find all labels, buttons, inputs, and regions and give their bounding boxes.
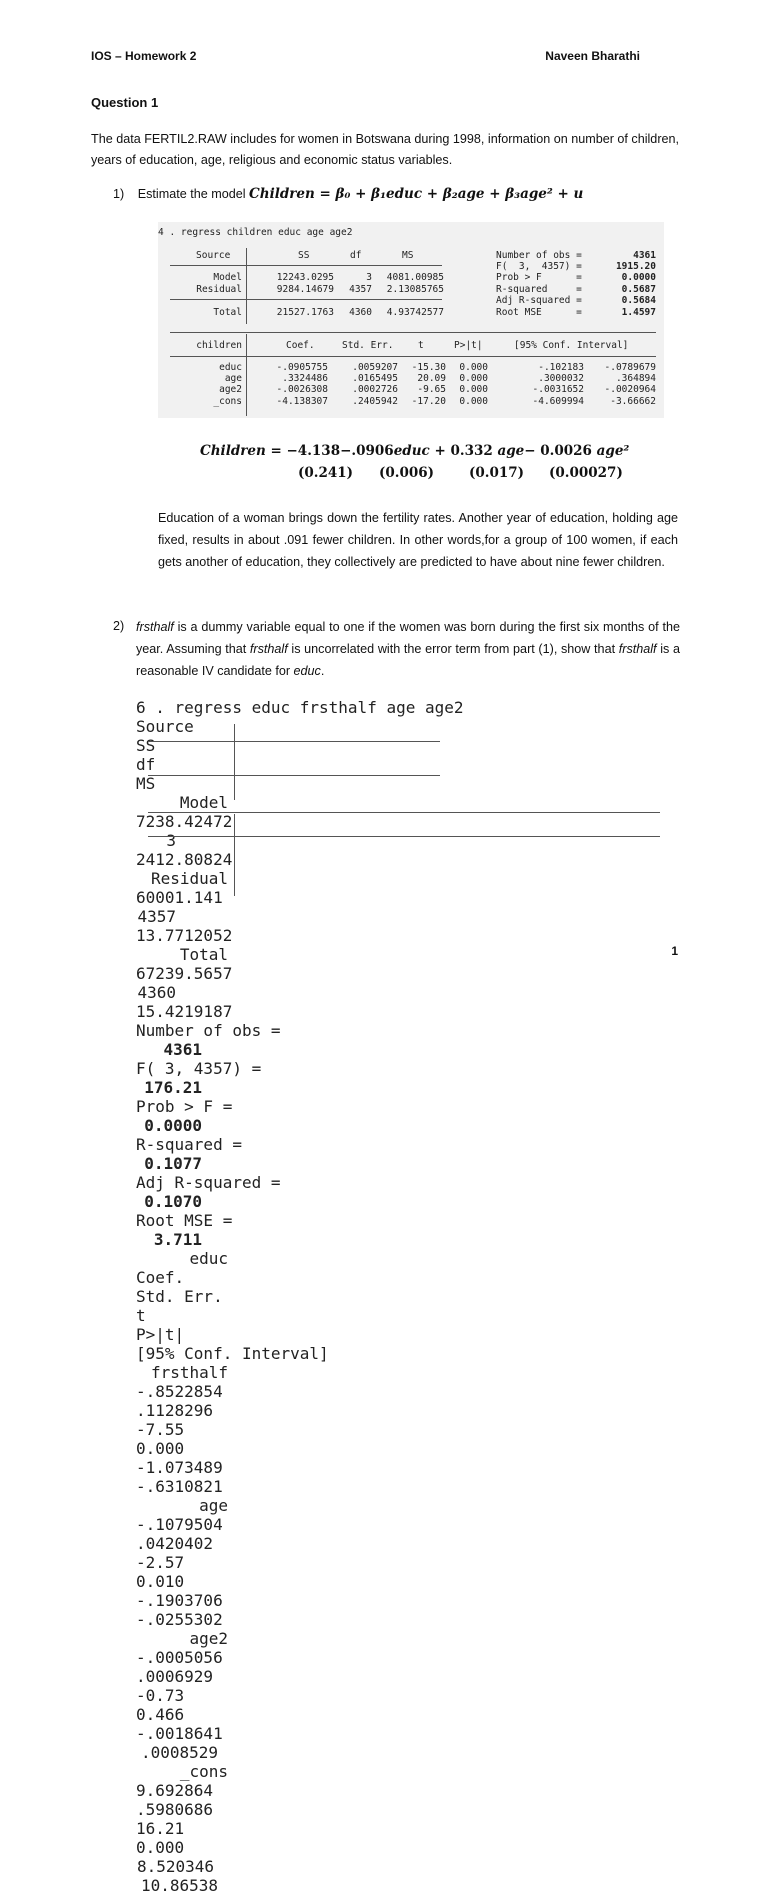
- coef-var: educ: [219, 362, 242, 373]
- stat-value: 0.0000: [621, 272, 656, 283]
- coef-value: -.8522854: [136, 1382, 223, 1401]
- part1-statement: [113, 184, 673, 205]
- coef-header-var: educ: [189, 1249, 228, 1268]
- coef-ci-high: -.6310821: [136, 1477, 223, 1496]
- page-number: 1: [671, 944, 678, 958]
- coef-t: 20.09: [417, 373, 446, 384]
- anova-header-source: Source: [196, 250, 231, 261]
- anova-source-total: Total: [213, 307, 242, 318]
- interpretation-paragraph: Education of a woman brings down the fertility rates. Another year of education, holding age fixed, results in about .091 fewer children. In other words,for a group of 100 women, if each gets another of education, they collectively are predicted to have about nine fewer children.: [158, 511, 678, 569]
- part1-number: 1): [113, 187, 125, 201]
- stata-command: 4 . regress children educ age age2: [158, 227, 353, 238]
- anova-source-model: Model: [179, 793, 228, 812]
- anova-header-source: Source: [136, 717, 194, 736]
- coef-t: -9.65: [417, 384, 446, 395]
- anova-ss-model: 12243.0295: [276, 272, 334, 283]
- stat-label: Number of obs =: [496, 250, 582, 261]
- anova-ss-model: 7238.42472: [136, 812, 233, 831]
- coef-header-var: children: [196, 340, 242, 351]
- coef-ci-low: .3000032: [538, 373, 584, 384]
- coef-ci-high: -.0255302: [136, 1610, 223, 1629]
- anova-df-total: 4360: [137, 983, 176, 1002]
- stat-label: Adj R-squared =: [496, 295, 582, 306]
- coef-ci-low: -.102183: [538, 362, 584, 373]
- anova-df-model: 3: [166, 831, 176, 850]
- stat-label: R-squared =: [496, 284, 582, 295]
- anova-source-residual: Residual: [196, 284, 242, 295]
- coef-var: age2: [189, 1629, 228, 1648]
- part2-statement: frsthalf is a dummy variable equal to one if the women was born during the first six months of the year. Assuming that frsthalf is uncorrelated with the error term from part (1), show that frsthalf is a reasonable IV candidate for educ.: [136, 620, 680, 678]
- coef-header-ci: [95% Conf. Interval]: [136, 1344, 329, 1363]
- anova-df-residual: 4357: [349, 284, 372, 295]
- coef-var: _cons: [179, 1762, 228, 1781]
- anova-ms-model: 4081.00985: [386, 272, 444, 283]
- coef-p: 0.000: [459, 362, 488, 373]
- anova-source-residual: Residual: [150, 869, 228, 888]
- stat-value: 0.1077: [144, 1154, 202, 1173]
- anova-ms-residual: 13.7712052: [136, 926, 233, 945]
- coef-header-se: Std. Err.: [342, 340, 394, 351]
- coef-p: 0.010: [136, 1572, 185, 1591]
- anova-source-model: Model: [213, 272, 242, 283]
- se-age: (0.017): [469, 465, 525, 481]
- coef-ci-high: -.0020964: [604, 384, 656, 395]
- coef-ci-high: -3.66662: [610, 396, 656, 407]
- coef-ci-low: -4.609994: [532, 396, 584, 407]
- coef-value: -.0026308: [276, 384, 328, 395]
- coef-se: .0002726: [352, 384, 398, 395]
- coef-value: -.0905755: [276, 362, 328, 373]
- anova-ss-total: 67239.5657: [136, 964, 233, 983]
- coef-value: .3324486: [282, 373, 328, 384]
- anova-header-ss: SS: [136, 736, 156, 755]
- anova-header-ms: MS: [402, 250, 414, 261]
- stat-value: 0.5684: [621, 295, 656, 306]
- stata-output-2: [136, 698, 666, 1895]
- stat-label: Number of obs =: [136, 1021, 281, 1040]
- coef-t: -17.20: [411, 396, 446, 407]
- coef-p: 0.000: [136, 1838, 185, 1857]
- coef-header-t: t: [418, 340, 424, 351]
- anova-header-ss: SS: [298, 250, 310, 261]
- stat-value: 1.4597: [621, 307, 656, 318]
- coef-t: -2.57: [136, 1553, 185, 1572]
- coef-value: -.1079504: [136, 1515, 223, 1534]
- stata-output-1: [158, 222, 664, 418]
- anova-df-total: 4360: [349, 307, 372, 318]
- stat-label: F( 3, 4357) =: [496, 261, 582, 272]
- model-equation: Children = β₀ + β₁educ + β₂age + β₃age² + u: [249, 186, 584, 202]
- coef-t: -0.73: [136, 1686, 185, 1705]
- coef-header-p: P>|t|: [136, 1325, 185, 1344]
- header-left: IOS – Homework 2: [91, 49, 197, 63]
- header-right: Naveen Bharathi: [545, 49, 640, 63]
- coef-ci-low: -.0031652: [532, 384, 584, 395]
- coef-ci-high: 10.86538: [140, 1876, 218, 1895]
- coef-p: 0.000: [136, 1439, 185, 1458]
- coef-t: -7.55: [136, 1420, 185, 1439]
- coef-header-t: t: [136, 1306, 146, 1325]
- coef-var: frsthalf: [150, 1363, 228, 1382]
- coef-se: .1128296: [136, 1401, 214, 1420]
- coef-var: _cons: [213, 396, 242, 407]
- intro-paragraph: The data FERTIL2.RAW includes for women in Botswana during 1998, information on number of children, years of education, age, religious and economic status variables.: [91, 132, 680, 167]
- coef-p: 0.466: [136, 1705, 185, 1724]
- anova-header-ms: MS: [136, 774, 156, 793]
- part2-number: 2): [113, 619, 125, 633]
- coef-header-p: P>|t|: [454, 340, 483, 351]
- se-age2: (0.00027): [549, 465, 623, 481]
- coef-p: 0.000: [459, 384, 488, 395]
- coef-var: age2: [219, 384, 242, 395]
- coef-ci-high: -.0789679: [604, 362, 656, 373]
- stat-label: Root MSE =: [136, 1211, 233, 1230]
- question-title: Question 1: [91, 95, 159, 110]
- coef-ci-high: .0008529: [140, 1743, 218, 1762]
- fitted-equation: Children = −4.138−.0906educ + 0.332 age− 0.0026 age²: [200, 443, 630, 459]
- coef-t: 16.21: [136, 1819, 185, 1838]
- coef-var: age: [224, 373, 242, 384]
- coef-header-coef: Coef.: [136, 1268, 185, 1287]
- stat-label: F( 3, 4357) =: [136, 1059, 262, 1078]
- se-educ: (0.006): [379, 465, 435, 481]
- stata-command: 6 . regress educ frsthalf age age2: [136, 698, 464, 717]
- stat-label: Adj R-squared =: [136, 1173, 281, 1192]
- coef-var: age: [199, 1496, 228, 1515]
- part1-lead: Estimate the model: [137, 187, 246, 201]
- anova-ss-total: 21527.1763: [276, 307, 334, 318]
- anova-header-df: df: [136, 755, 156, 774]
- anova-ms-model: 2412.80824: [136, 850, 233, 869]
- stat-value: 0.1070: [144, 1192, 202, 1211]
- anova-header-df: df: [350, 250, 362, 261]
- stat-value: 0.5687: [621, 284, 656, 295]
- coef-ci-low: -.1903706: [136, 1591, 223, 1610]
- stat-value: 1915.20: [615, 261, 656, 272]
- coef-ci-high: .364894: [615, 373, 656, 384]
- coef-header-coef: Coef.: [286, 340, 315, 351]
- coef-se: .5980686: [136, 1800, 214, 1819]
- se-intercept: (0.241): [298, 465, 354, 481]
- anova-ms-total: 15.4219187: [136, 1002, 233, 1021]
- stat-label: Prob > F =: [136, 1097, 233, 1116]
- stat-value: 4361: [633, 250, 656, 261]
- stat-label: Prob > F =: [496, 272, 582, 283]
- anova-df-model: 3: [366, 272, 372, 283]
- coef-se: .0059207: [352, 362, 398, 373]
- anova-df-residual: 4357: [137, 907, 176, 926]
- stat-value: 176.21: [144, 1078, 202, 1097]
- stat-value: 4361: [163, 1040, 202, 1059]
- coef-value: 9.692864: [136, 1781, 214, 1800]
- coef-t: -15.30: [411, 362, 446, 373]
- coef-se: .2405942: [352, 396, 398, 407]
- stat-label: Root MSE =: [496, 307, 582, 318]
- anova-source-total: Total: [179, 945, 228, 964]
- coef-p: 0.000: [459, 396, 488, 407]
- anova-ms-residual: 2.13085765: [386, 284, 444, 295]
- coef-ci-low: 8.520346: [136, 1857, 214, 1876]
- stat-value: 0.0000: [144, 1116, 202, 1135]
- coef-se: .0006929: [136, 1667, 214, 1686]
- anova-ss-residual: 9284.14679: [276, 284, 334, 295]
- coef-value: -.0005056: [136, 1648, 223, 1667]
- coef-se: .0165495: [352, 373, 398, 384]
- coef-header-ci: [95% Conf. Interval]: [514, 340, 629, 351]
- coef-p: 0.000: [459, 373, 488, 384]
- anova-ms-total: 4.93742577: [386, 307, 444, 318]
- stat-value: 3.711: [153, 1230, 202, 1249]
- coef-value: -4.138307: [276, 396, 328, 407]
- coef-se: .0420402: [136, 1534, 214, 1553]
- anova-ss-residual: 60001.141: [136, 888, 223, 907]
- stat-label: R-squared =: [136, 1135, 242, 1154]
- coef-header-se: Std. Err.: [136, 1287, 223, 1306]
- coef-ci-low: -1.073489: [136, 1458, 223, 1477]
- coef-ci-low: -.0018641: [136, 1724, 223, 1743]
